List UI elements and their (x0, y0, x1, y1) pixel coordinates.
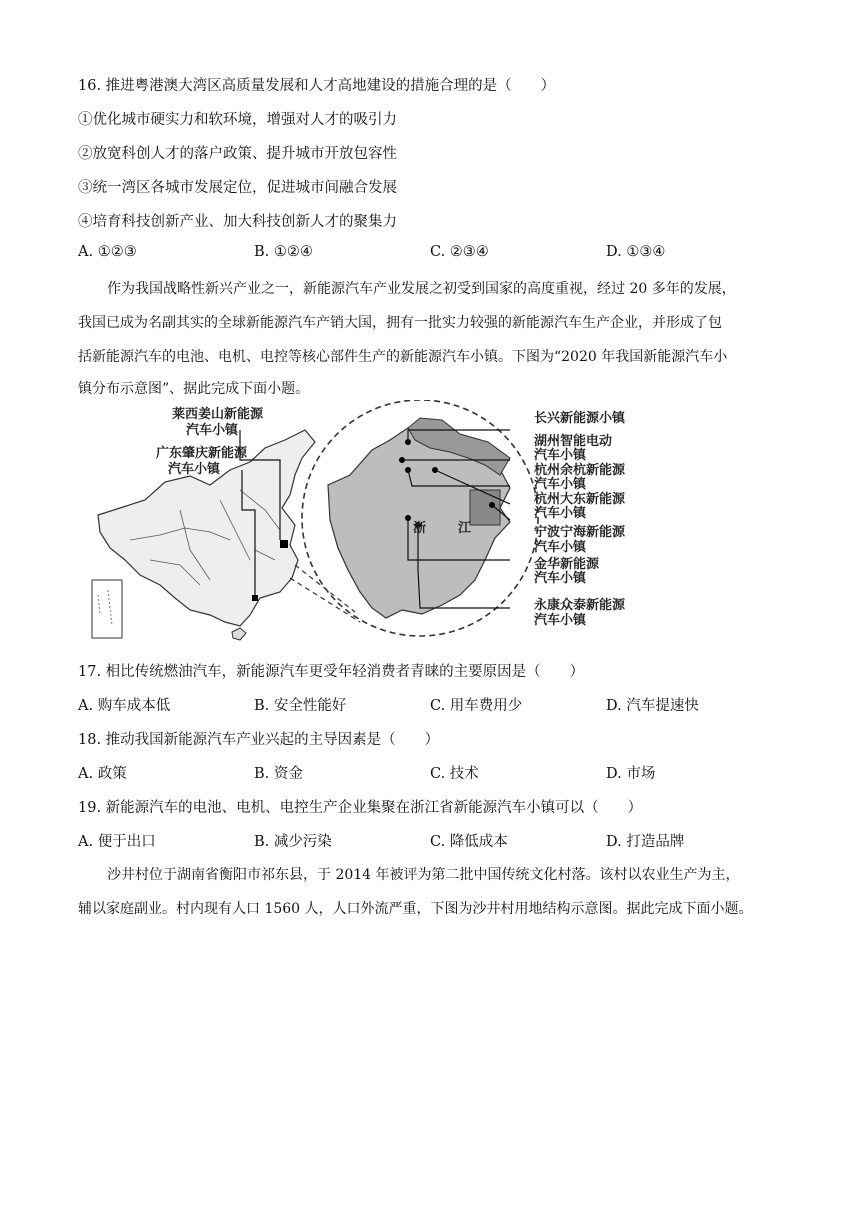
q16-option-b[interactable]: B. ①②④ (254, 244, 313, 260)
q17-option-d[interactable]: D. 汽车提速快 (606, 698, 699, 714)
q18-stem: 18. 推动我国新能源汽车产业兴起的主导因素是（ ） (78, 732, 440, 748)
q17-stem: 17. 相比传统燃油汽车，新能源汽车更受年轻消费者青睐的主要原因是（ ） (78, 664, 585, 680)
south-sea-inset (92, 580, 122, 638)
q18-option-d[interactable]: D. 市场 (606, 766, 656, 782)
passage1-line-2: 我国已成为名副其实的全球新能源汽车产销大国，拥有一批实力较强的新能源汽车生产企业，并形成了包 (78, 315, 722, 331)
right-label-5: 汽车小镇 (534, 477, 587, 492)
q16-item-4: ④培育科技创新产业、加大科技创新人才的聚集力 (78, 214, 397, 230)
passage2-line-1: 沙井村位于湖南省衡阳市祁东县，于 2014 年被评为第二批中国传统文化村落。该村以农业生产为主， (107, 867, 740, 883)
passage2-line-2: 辅以家庭副业。村内现有人口 1560 人，人口外流严重，下图为沙井村用地结构示意图。据此完成下面小题。 (78, 901, 753, 917)
q17-option-c[interactable]: C. 用车费用少 (430, 698, 523, 714)
passage1-line-3: 括新能源汽车的电池、电机、电控等核心部件生产的新能源汽车小镇。下图为“2020 年我国新能源汽车小 (78, 349, 728, 365)
right-label-3: 汽车小镇 (534, 448, 587, 463)
q19-option-b[interactable]: B. 减少污染 (254, 834, 332, 850)
q18-option-c[interactable]: C. 技术 (430, 766, 479, 782)
right-label-8: 宁波宁海新能源 (534, 525, 626, 540)
q17-option-a[interactable]: A. 购车成本低 (78, 698, 171, 714)
q16-item-2: ②放宽科创人才的落户政策、提升城市开放包容性 (78, 146, 397, 162)
q19-option-a[interactable]: A. 便于出口 (78, 834, 156, 850)
right-label-1: 长兴新能源小镇 (534, 411, 626, 426)
map-figure (90, 400, 640, 650)
q19-option-c[interactable]: C. 降低成本 (430, 834, 508, 850)
ev-town-map (90, 400, 640, 650)
q18-option-b[interactable]: B. 资金 (254, 766, 303, 782)
left-label-2: 汽车小镇 (186, 423, 239, 438)
province-char-jiang: 江 (458, 521, 472, 536)
q18-option-a[interactable]: A. 政策 (78, 766, 127, 782)
left-label-4: 汽车小镇 (168, 462, 221, 477)
right-label-13: 汽车小镇 (534, 613, 587, 628)
q17-option-b[interactable]: B. 安全性能好 (254, 698, 347, 714)
right-label-4: 杭州余杭新能源 (534, 463, 626, 478)
q16-item-1: ①优化城市硬实力和软环境，增强对人才的吸引力 (78, 112, 397, 128)
right-label-9: 汽车小镇 (534, 540, 587, 555)
q16-option-d[interactable]: D. ①③④ (606, 244, 666, 260)
right-label-2: 湖州智能电动 (534, 434, 613, 449)
q19-stem: 19. 新能源汽车的电池、电机、电控生产企业集聚在浙江省新能源汽车小镇可以（ ） (78, 800, 643, 816)
passage1-line-4: 镇分布示意图”、据此完成下面小题。 (78, 381, 310, 397)
province-char-zhe: 浙 (413, 521, 427, 536)
right-label-10: 金华新能源 (534, 557, 600, 572)
right-label-7: 汽车小镇 (534, 506, 587, 521)
q16-option-a[interactable]: A. ①②③ (78, 244, 137, 260)
q16-item-3: ③统一湾区各城市发展定位，促进城市间融合发展 (78, 180, 397, 196)
left-label-1: 莱西姜山新能源 (172, 407, 264, 422)
right-label-11: 汽车小镇 (534, 571, 587, 586)
passage1-line-1: 作为我国战略性新兴产业之一，新能源汽车产业发展之初受到国家的高度重视，经过 20 多年的发展， (107, 281, 736, 297)
q16-option-c[interactable]: C. ②③④ (430, 244, 489, 260)
right-label-6: 杭州大东新能源 (534, 492, 626, 507)
left-label-3: 广东肇庆新能源 (156, 446, 248, 461)
q19-option-d[interactable]: D. 打造品牌 (606, 834, 685, 850)
right-label-12: 永康众泰新能源 (534, 598, 626, 613)
hainan-island (232, 628, 246, 640)
q16-stem: 16. 推进粤港澳大湾区高质量发展和人才高地建设的措施合理的是（ ） (78, 78, 556, 94)
